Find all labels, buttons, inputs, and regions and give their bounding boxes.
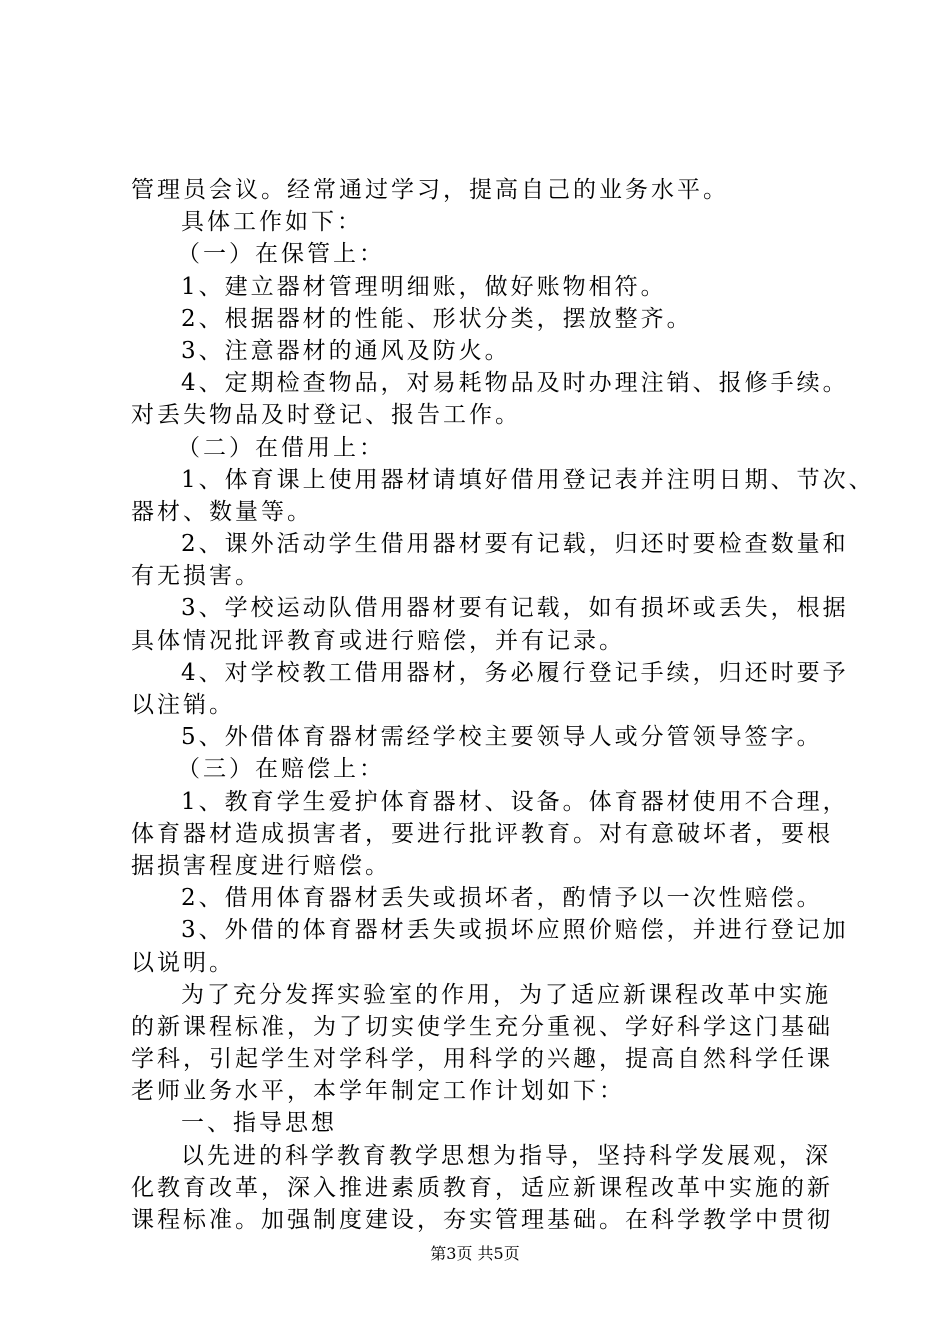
section-heading: （一）在保管上： [177, 241, 385, 268]
paragraph-line: 老师业务水平，本学年制定工作计划如下： [131, 1078, 625, 1105]
text-line: 器材、数量等。 [131, 498, 313, 525]
list-item: 4、定期检查物品，对易耗物品及时办理注销、报修手续。 [181, 370, 849, 397]
text-line: 以注销。 [131, 692, 235, 718]
paragraph-line: 为了充分发挥实验室的作用，为了适应新课程改革中实施 [181, 981, 831, 1008]
paragraph-line: 的新课程标准，为了切实使学生充分重视、学好科学这门基础 [131, 1013, 833, 1040]
list-item: 4、对学校教工借用器材，务必履行登记手续，归还时要予 [181, 659, 849, 686]
list-item: 3、学校运动队借用器材要有记载，如有损坏或丢失，根据 [181, 595, 849, 622]
document-body [131, 174, 875, 1236]
list-item: 1、体育课上使用器材请填好借用登记表并注明日期、节次、 [181, 466, 875, 493]
text-line: 对丢失物品及时登记、报告工作。 [131, 402, 521, 429]
list-item: 3、外借的体育器材丢失或损坏应照价赔偿，并进行登记加 [181, 917, 849, 944]
text-line: 具体工作如下： [181, 209, 363, 236]
paragraph-line: 以先进的科学教育教学思想为指导，坚持科学发展观，深 [181, 1142, 831, 1169]
text-line: 以说明。 [131, 949, 235, 976]
list-item: 2、课外活动学生借用器材要有记载，归还时要检查数量和 [181, 531, 849, 558]
section-heading: （三）在赔偿上： [177, 756, 385, 783]
text-line: 据损害程度进行赔偿。 [131, 852, 391, 879]
text-line: 管理员会议。经常通过学习，提高自己的业务水平。 [131, 177, 729, 203]
paragraph-line: 学科，引起学生对学科学，用科学的兴趣，提高自然科学任课 [131, 1046, 833, 1073]
list-item: 2、根据器材的性能、形状分类，摆放整齐。 [181, 305, 693, 332]
text-line: 体育器材造成损害者，要进行批评教育。对有意破坏者，要根 [131, 820, 833, 847]
text-line: 有无损害。 [131, 563, 261, 590]
section-heading: 一、指导思想 [181, 1110, 337, 1137]
paragraph-line: 化教育改革，深入推进素质教育，适应新课程改革中实施的新 [131, 1174, 833, 1201]
list-item: 3、注意器材的通风及防火。 [181, 337, 511, 364]
paragraph-line: 课程标准。加强制度建设，夯实管理基础。在科学教学中贯彻 [131, 1207, 833, 1233]
list-item: 2、借用体育器材丢失或损坏者，酌情予以一次性赔偿。 [181, 885, 823, 912]
list-item: 5、外借体育器材需经学校主要领导人或分管领导签字。 [181, 724, 823, 751]
section-heading: （二）在借用上： [177, 434, 385, 461]
list-item: 1、教育学生爱护体育器材、设备。体育器材使用不合理， [181, 788, 849, 815]
list-item: 1、建立器材管理明细账，做好账物相符。 [181, 273, 667, 300]
page-number-footer: 第3页 共5页 [430, 1244, 520, 1263]
text-line: 具体情况批评教育或进行赔偿，并有记录。 [131, 627, 625, 654]
